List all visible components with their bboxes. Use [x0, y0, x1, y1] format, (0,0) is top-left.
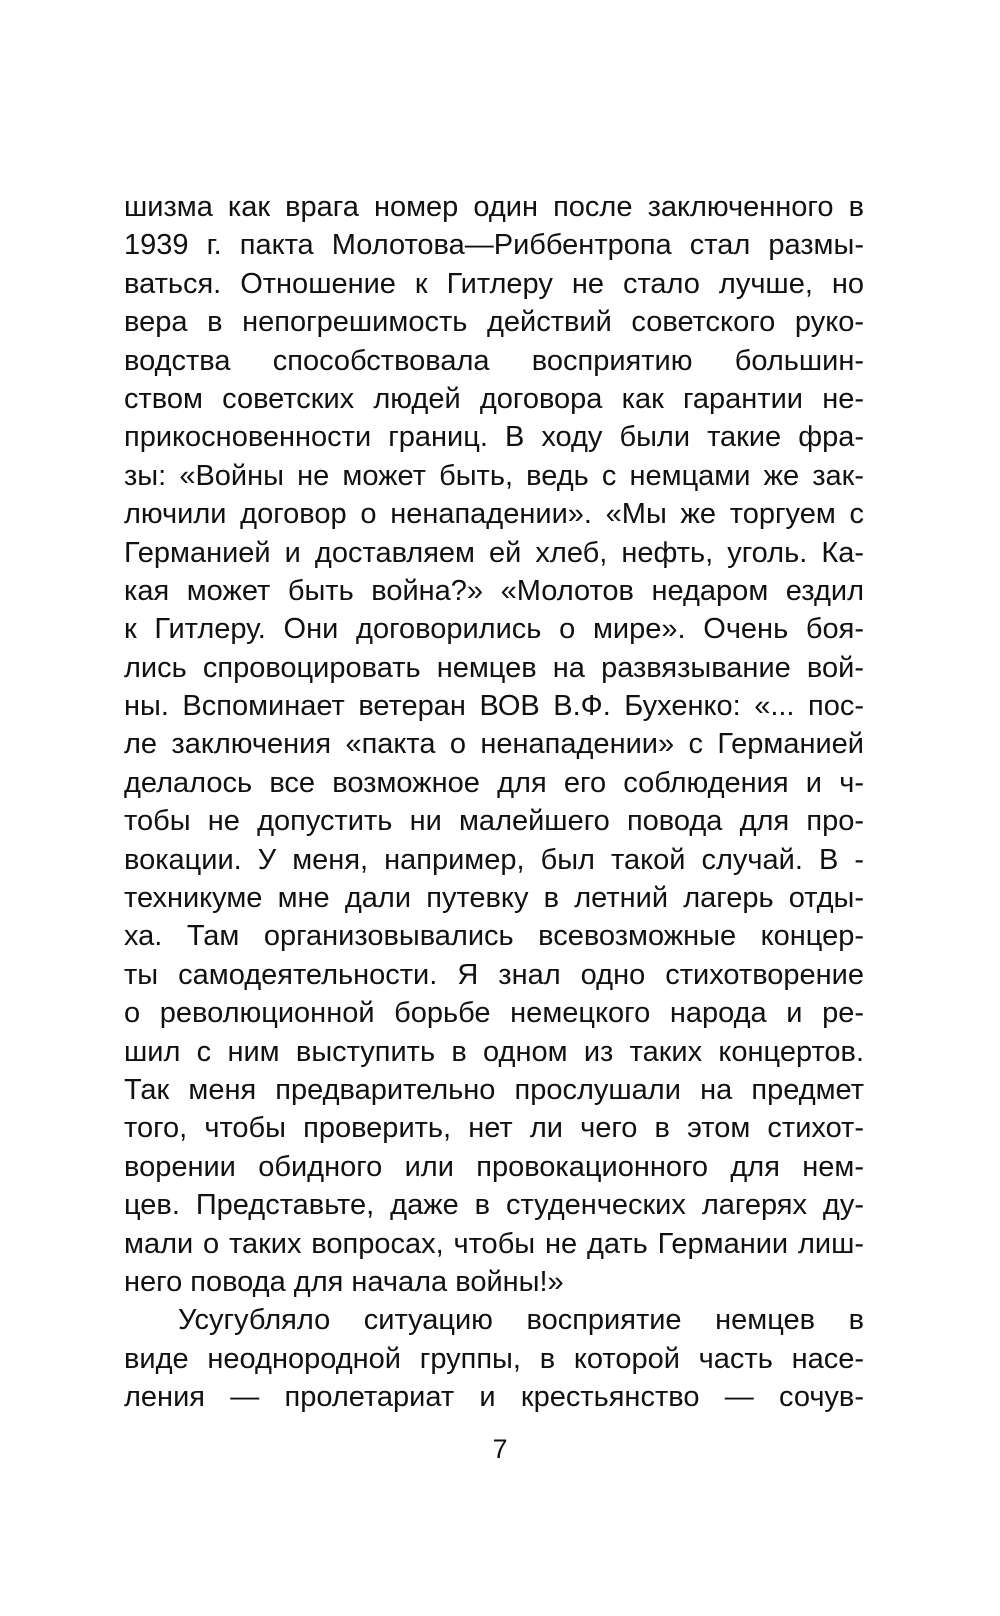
text-line: ты самодеятельности. Я знал одно стихотворение — [124, 958, 864, 991]
text-line: шизма как врага номер один после заключенного в — [124, 191, 864, 223]
text-line: Усугубляло ситуацию восприятие немцев в — [178, 1304, 864, 1337]
text-line: вокации. У меня, например, был такой случай. В - — [124, 843, 864, 876]
text-line: вера в непогрешимость действий советского руко- — [124, 306, 864, 339]
text-line: Германией и доставляем ей хлеб, нефть, уголь. Ка- — [124, 536, 864, 569]
text-line: 1939 г. пакта Молотова—Риббентропа стал размы- — [124, 229, 864, 262]
text-line: к Гитлеру. Они договорились о мире». Очень боя- — [124, 613, 864, 646]
text-line: шил с ним выступить в одном из таких концертов. — [124, 1035, 864, 1068]
text-line: ха. Там организовывались всевозможные концер- — [124, 920, 864, 953]
text-line: ваться. Отношение к Гитлеру не стало лучше, но — [124, 267, 864, 300]
text-line: лючили договор о ненападении». «Мы же торгуем с — [124, 498, 864, 531]
text-line: мали о таких вопросах, чтобы не дать Германии лиш- — [124, 1227, 864, 1260]
text-line: того, чтобы проверить, нет ли чего в этом стихот- — [124, 1112, 864, 1145]
text-line: тобы не допустить ни малейшего повода для про- — [124, 805, 864, 838]
text-line: ления — пролетариат и крестьянство — сочув- — [124, 1381, 864, 1414]
page-number: 7 — [492, 1434, 508, 1464]
text-line: ле заключения «пакта о ненападении» с Германией — [124, 728, 864, 761]
text-line: виде неоднородной группы, в которой часть насе- — [124, 1342, 864, 1375]
text-line: лись спровоцировать немцев на развязывание вой- — [124, 651, 864, 684]
text-line: техникуме мне дали путевку в летний лагерь отды- — [124, 882, 864, 915]
text-line: о революционной борьбе немецкого народа и ре- — [124, 997, 864, 1030]
text-line: зы: «Войны не может быть, ведь с немцами же зак- — [124, 459, 864, 492]
text-line: Так меня предварительно прослушали на предмет — [124, 1073, 864, 1106]
text-line: ны. Вспоминает ветеран ВОВ В.Ф. Бухенко: «... пос- — [124, 690, 864, 723]
text-line: ворении обидного или провокационного для нем- — [124, 1150, 864, 1183]
text-line: цев. Представьте, даже в студенческих лагерях ду- — [124, 1189, 864, 1222]
text-line: делалось все возможное для его соблюдения и ч- — [124, 766, 864, 799]
text-line: кая может быть война?» «Молотов недаром ездил — [124, 574, 864, 607]
text-line: водства способствовала восприятию большин- — [124, 344, 864, 377]
text-line: ством советских людей договора как гарантии не- — [124, 382, 864, 415]
text-line: прикосновенности границ. В ходу были такие фра- — [124, 421, 864, 454]
body-text — [124, 188, 864, 1417]
text-line: него повода для начала войны!» — [124, 1265, 564, 1298]
